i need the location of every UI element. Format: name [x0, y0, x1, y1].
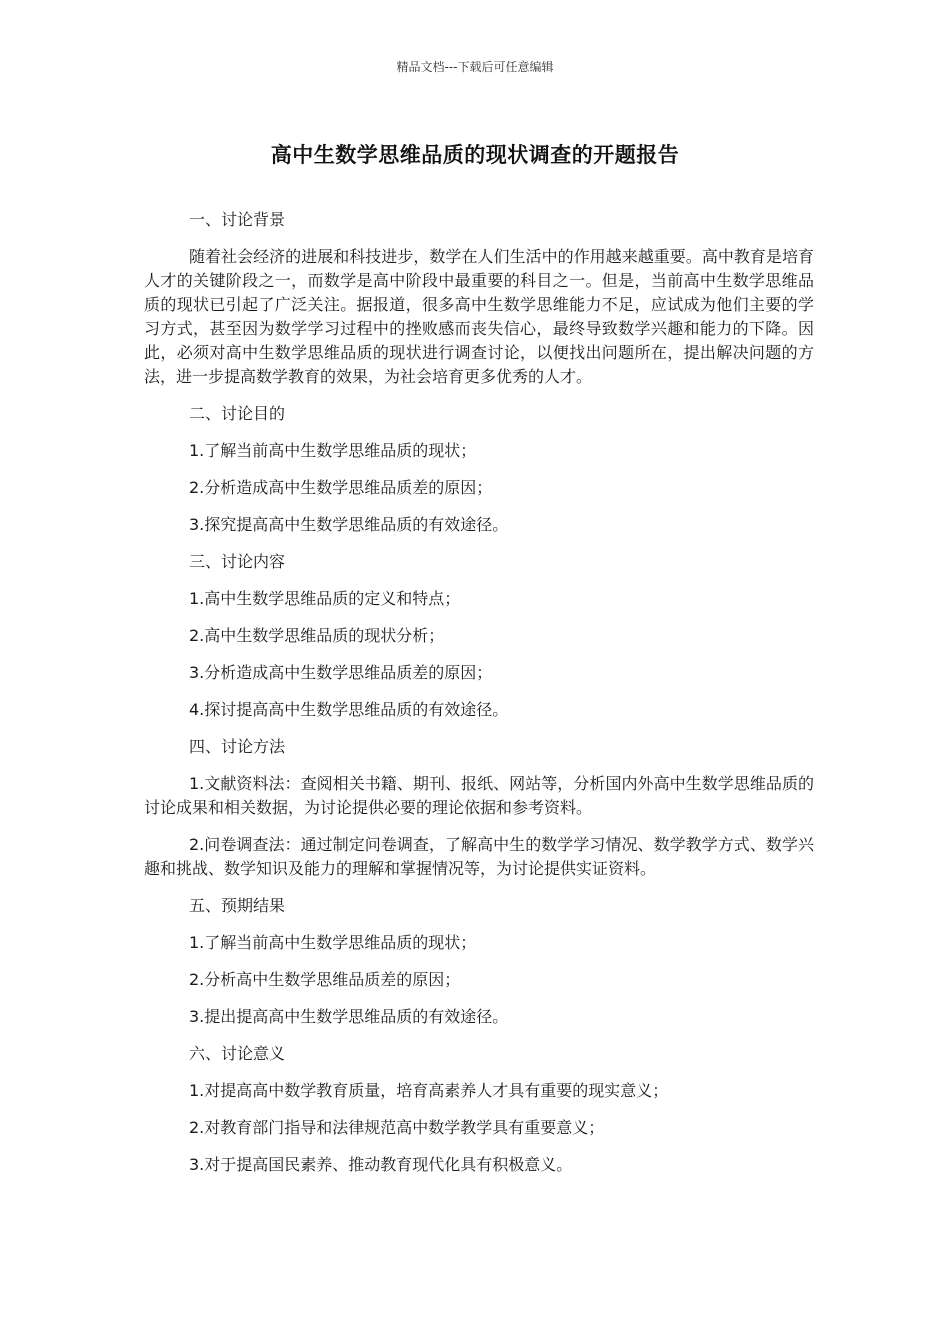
result-item: 3.提出提高高中生数学思维品质的有效途径。: [189, 1007, 509, 1026]
section-heading-significance: 六、讨论意义: [189, 1044, 286, 1063]
section-heading-content: 三、讨论内容: [189, 552, 286, 571]
page-header: 精品文档---下载后可任意编辑: [396, 60, 554, 74]
purpose-item: 3.探究提高高中生数学思维品质的有效途径。: [189, 515, 509, 534]
section-heading-background: 一、讨论背景: [189, 210, 286, 229]
background-paragraph: 随着社会经济的进展和科技进步，数学在人们生活中的作用越来越重要。高中教育是培育人才的关键阶段之一，而数学是高中阶段中最重要的科目之一。但是，当前高中生数学思维品质的现状已引起了广泛关注。据报道，很多高中生数学思维能力不足，应试成为他们主要的学习方式，甚至因为数学学习过程中的挫败感而丧失信心，最终导致数学兴趣和能力的下降。因此，必须对高中生数学思维品质的现状进行调查讨论，以便找出问题所在，提出解决问题的方法，进一步提高数学教育的效果，为社会培育更多优秀的人才。: [144, 247, 814, 386]
content-item: 4.探讨提高高中生数学思维品质的有效途径。: [189, 700, 509, 719]
content-item: 2.高中生数学思维品质的现状分析；: [189, 626, 445, 645]
significance-item: 3.对于提高国民素养、推动教育现代化具有积极意义。: [189, 1155, 573, 1174]
significance-item: 1.对提高高中数学教育质量，培育高素养人才具有重要的现实意义；: [189, 1081, 669, 1100]
content-item: 3.分析造成高中生数学思维品质差的原因；: [189, 663, 493, 682]
content-item: 1.高中生数学思维品质的定义和特点；: [189, 589, 461, 608]
purpose-item: 2.分析造成高中生数学思维品质差的原因；: [189, 478, 493, 497]
purpose-item: 1.了解当前高中生数学思维品质的现状；: [189, 441, 477, 460]
section-heading-expected-results: 五、预期结果: [189, 896, 286, 915]
result-item: 1.了解当前高中生数学思维品质的现状；: [189, 933, 477, 952]
section-heading-purpose: 二、讨论目的: [189, 404, 286, 423]
method-item: 2.问卷调查法：通过制定问卷调查，了解高中生的数学学习情况、数学教学方式、数学兴趣和挑战、数学知识及能力的理解和掌握情况等，为讨论提供实证资料。: [144, 835, 814, 878]
result-item: 2.分析高中生数学思维品质差的原因；: [189, 970, 461, 989]
method-item: 1.文献资料法：查阅相关书籍、期刊、报纸、网站等，分析国内外高中生数学思维品质的讨论成果和相关数据，为讨论提供必要的理论依据和参考资料。: [144, 774, 814, 817]
significance-item: 2.对教育部门指导和法律规范高中数学教学具有重要意义；: [189, 1118, 605, 1137]
document-body: [144, 208, 814, 1190]
document-title: 高中生数学思维品质的现状调查的开题报告: [270, 143, 680, 167]
section-heading-methods: 四、讨论方法: [189, 737, 286, 756]
